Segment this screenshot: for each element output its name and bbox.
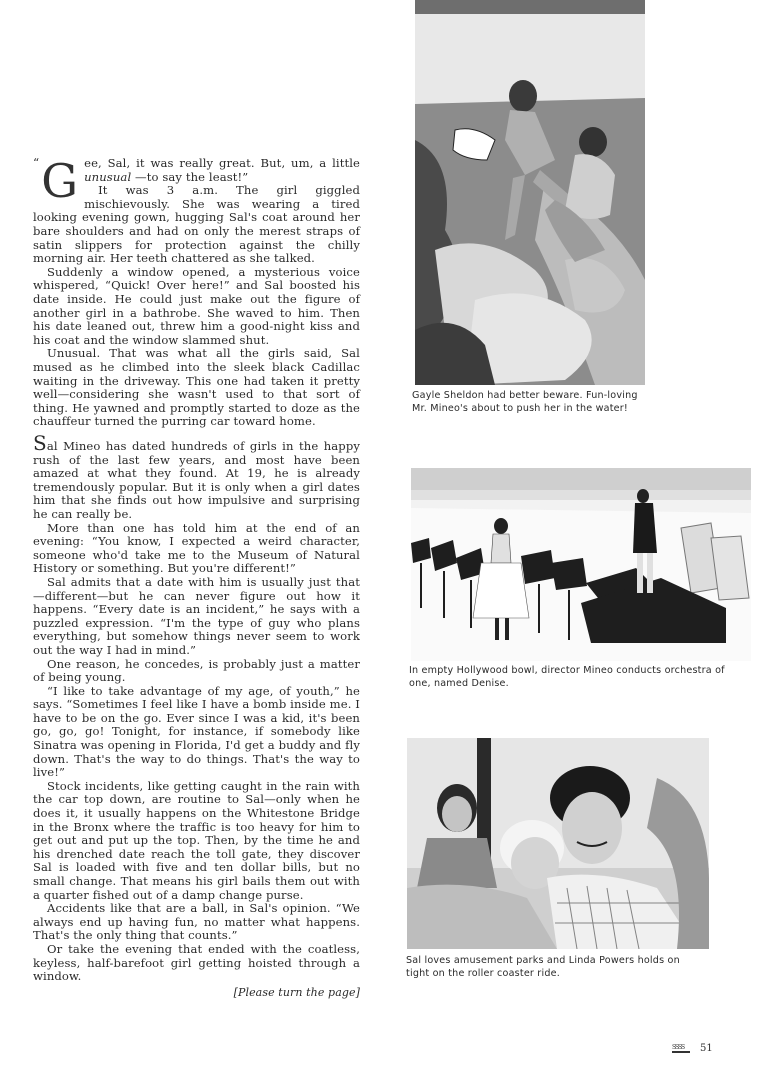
- paragraph: More than one has told him at the end of an evening: “You know, I expected a weird character, someone who'd take me to the Museum of Natural History or something. But you're different!”: [33, 520, 360, 576]
- story-section-1: [33, 154, 360, 429]
- paragraph: It was 3 a.m. The girl giggled mischievously. She was wearing a tired looking evening gown, hugging Sal's coat around her bare shoulders and had on only the merest straps of satin slippers for protection against the chilly morning air. Her teeth chattered as she talked.: [33, 183, 360, 266]
- story-section-2: [33, 431, 360, 999]
- opening-quote-mark: “: [33, 156, 40, 170]
- paragraph: Unusual. That was what all the girls said, Sal mused as he climbed into the sleek black Cadillac waiting in the driveway. This one had taken it pretty well—considering she wasn't used to that sort of thing. He yawned and promptly started to doze as the chauffeur turned the purring car toward home.: [33, 346, 360, 429]
- paragraph-text: —to say the least!”: [131, 169, 249, 184]
- page-footer: [672, 1043, 713, 1054]
- paragraph: Sal admits that a date with him is usually just that—different—but he can never figure out how it happens. “Every date is an incident,” he says with a puzzled expression. “I'm the type of guy who plans everything, but somehow things never seem to work out the way I had in mind.”: [33, 574, 360, 657]
- paragraph: “I like to take advantage of my age, of youth,” he says. “Sometimes I feel like I have a bomb inside me. I have to be on the go. Ever since I was a kid, it's been go, go, go! Tonight, for instance, if somebody like Sinatra was opening in Florida, I'd get a buddy and fly down. That's the way to do things. That's the way to live!”: [33, 683, 360, 780]
- caption-bowl-photo: In empty Hollywood bowl, director Mineo conducts orchestra of one, named Denise.: [409, 665, 725, 689]
- caption-coaster-photo: Sal loves amusement parks and Linda Powers holds on tight on the roller coaster ride.: [406, 955, 680, 979]
- paragraph-text: ee, Sal, it was really great. But, um, a little: [84, 156, 360, 170]
- caption-beach-photo: Gayle Sheldon had better beware. Fun-loving Mr. Mineo's about to push her in the water!: [412, 390, 638, 414]
- paragraph: Or take the evening that ended with the coatless, keyless, half-barefoot girl getting hoisted through a window.: [33, 941, 360, 984]
- emphasis-text: unusual: [84, 169, 132, 184]
- section-lead-paragraph: [33, 431, 360, 522]
- bowl-photo-illustration: [411, 468, 751, 661]
- opening-paragraph: [33, 154, 360, 208]
- paragraph: Accidents like that are a ball, in Sal's opinion. “We always end up having fun, no matter what happens. That's the only thing that counts.”: [33, 901, 360, 943]
- magazine-logo: SSSS: [672, 1044, 690, 1053]
- coaster-photo-illustration: [407, 738, 709, 949]
- lead-letter: S: [33, 431, 47, 455]
- photo-hollywood-bowl: [411, 468, 751, 661]
- paragraph: One reason, he concedes, is probably just a matter of being young.: [33, 656, 360, 685]
- turn-page-note: [Please turn the page]: [233, 985, 360, 999]
- drop-cap: G: [41, 154, 79, 208]
- beach-photo-illustration: [415, 0, 645, 385]
- paragraph: Stock incidents, like getting caught in the rain with the car top down, are routine to Sal—only when he does it, it usually happens on the Whitestone Bridge in the Bronx where the traffic is too heavy for him to get out and put up the top. Then, by the time he and his drenched date reach the toll gate, they discover Sal is loaded with five and ten dollar bills, but no small change. That means his girl bails them out with a quarter fished out of a damp change purse.: [33, 778, 360, 902]
- paragraph-text: al Mineo has dated hundreds of girls in the happy rush of the last few years, and most have been amazed at what they found. At 19, he is already tremendously popular. But it is only when a girl dates him that she finds out how impulsive and surprising he can really be.: [33, 439, 360, 521]
- photo-roller-coaster: [407, 738, 709, 949]
- page-number: 51: [700, 1043, 713, 1054]
- photo-beach-rocks: [415, 0, 645, 385]
- paragraph: Suddenly a window opened, a mysterious voice whispered, “Quick! Over here!” and Sal boosted his date inside. He could just make out the figure of another girl in a bathrobe. She waved to him. Then his date leaned out, threw him a good-night kiss and his coat and the window slammed shut.: [33, 264, 360, 347]
